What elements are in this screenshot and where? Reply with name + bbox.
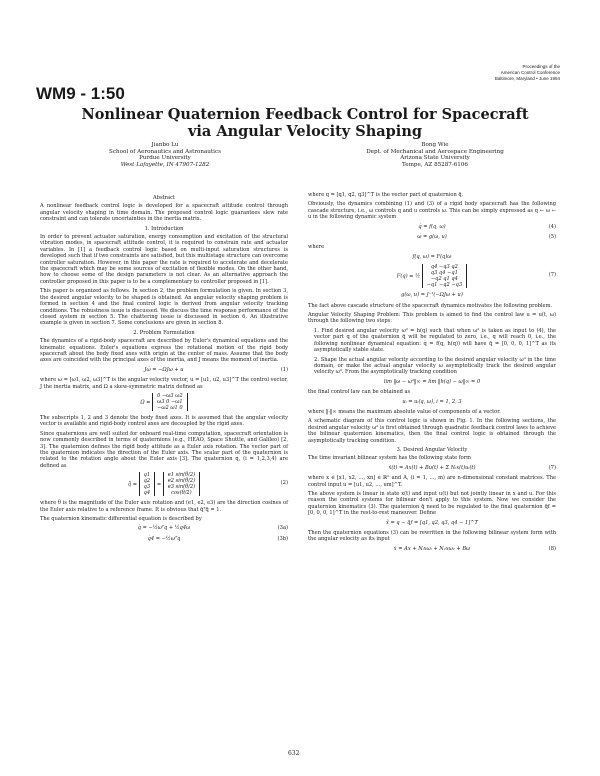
matrix-row: e1 sin(θ/2): [167, 472, 196, 479]
equation-body: g(ω, u) = J⁻¹(−ΩJω + u): [401, 292, 463, 299]
equation: [308, 224, 556, 230]
paragraph: where: [308, 244, 325, 251]
equation-number: (7): [548, 272, 556, 279]
equation-body: ω̇ = g(ω, u): [417, 234, 447, 241]
proceedings-note: [495, 64, 560, 82]
paragraph: where x ∈ [x1, x2, ..., xn] ∈ ℝⁿ and A, (i = 1, ..., m) are n-dimensional constant matrices. The control input u = [u1, u2, ..., um]^T.: [308, 475, 556, 488]
equation-number: (2): [280, 480, 288, 487]
proceedings-line: Baltimore, Maryland • June 1994: [494, 76, 560, 81]
equation: [308, 254, 556, 260]
author-org: Arizona State University: [400, 155, 470, 162]
equation: [308, 546, 556, 552]
matrix: [139, 472, 156, 496]
paragraph: Since quaternions are well suited for onboard real-time computation, spacecraft orientation is now commonly described in terms of quaternions (e.g., HEAO, Space Shuttle, and Galileo) [2, 3]. The quaternion defines the rigid body attitude as a Euler axis rotation. The vector part of the quaternion indicates the direction of the Euler axis. The scalar part of the quaternion is related to the rotation angle about the Euler axis [3]. The quaternion q, (i = 1,2,3,4) are defined as: [40, 430, 288, 469]
equation-body: uᵢ = uᵢ(q, ω), i = 1, 2, 3: [402, 398, 462, 405]
equation-body: Jω̇ = −ΩJω + u: [144, 366, 184, 373]
abstract-text: A nonlinear feedback control logic is developed for a spacecraft attitude control through angular velocity shaping in time domain. The proposed control logic guarantees slew rate constraint and can tolerate uncertainties in the inertia matrix.: [40, 203, 288, 223]
matrix-row: −q2 q1 q4: [430, 276, 458, 283]
equation: [40, 536, 288, 542]
equation: [308, 264, 556, 288]
paragraph: The quaternion kinematic differential equation is described by: [40, 516, 202, 523]
paragraph: where q = [q1, q2, q3]^T is the vector part of quaternion q̄.: [308, 192, 464, 198]
right-column: [308, 192, 556, 556]
author-block-1: [45, 142, 285, 168]
author-dept: School of Aeronautics and Astronautics: [109, 148, 221, 155]
equation: [40, 367, 288, 373]
abstract-heading: Abstract: [153, 195, 175, 201]
paragraph: the final control law can be obtained as: [308, 389, 411, 396]
equation-body: ẋ(t) = Ax(t) + Bu(t) + Σ Nᵢx(t)uᵢ(t): [388, 464, 476, 471]
matrix-row: q4: [143, 490, 151, 497]
equation-body: f(q, ω) = F(q)ω: [412, 253, 452, 260]
matrix: [163, 472, 200, 496]
matrix-row: q1: [143, 472, 151, 479]
page-number: 632: [288, 750, 300, 757]
equation-number: (8): [548, 545, 556, 552]
matrix-row: q3: [143, 484, 151, 491]
equation: [308, 399, 556, 405]
equation-body: q̇ = f(q, ω): [418, 223, 446, 230]
equation-number: (5): [548, 234, 556, 241]
session-code: WM9 - 1:50: [36, 84, 125, 103]
proceedings-line: American Control Conference: [500, 70, 560, 75]
matrix-row: ω3 0 −ω1: [157, 398, 183, 405]
matrix-row: e3 sin(θ/2): [167, 484, 196, 491]
paragraph: Obviously, the dynamics combining (1) and (3) of a rigid body spacecraft has the following cascade structure, i.e., ω controls q and u controls ω. This can be simply expressed as q ← ω ← u in the following dynamic system: [308, 201, 556, 221]
matrix-row: −ω2 ω1 0: [157, 404, 183, 411]
paper-title: Nonlinear Quaternion Feedback Control for Spacecraft via Angular Velocity Shaping: [81, 106, 529, 140]
paragraph: The time invariant bilinear system has the following state form: [308, 455, 472, 462]
equation-number: (4): [548, 223, 556, 230]
equation: [308, 520, 556, 526]
matrix-row: e2 sin(θ/2): [167, 478, 196, 485]
equation-body: q̇4 = −½ωᵀq: [147, 535, 181, 542]
paragraph: This paper is organized as follows. In section 2, the problem formulation is given. In section 3, the desired angular velocity to be shaped is obtained. An angular velocity shaping problem is formed in section 4 and the final control logic is derived from angular velocity tracking conditions. The robustness issue is discussed. We discuss the time response performance of the closed system in section 5. The chattering issue is discussed in section 6. An illustrative example is given in section 7. Some conclusions are given in section 8.: [40, 288, 288, 327]
author-city: Tempe, AZ 85287-6106: [402, 161, 468, 168]
equation-number: (1): [280, 366, 288, 373]
paragraph: The above system is linear in state x(t) and input u(t) but not jointly linear in x and u. For this reason the control systems for bilinear don't apply to this system. Now we consider the quaternion kinematics (3). The quaternion q̄ need to be regulated to the final quaternion q̄f = [0, 0, 0, 1]^T in the rest-to-rest maneuver. Define: [308, 491, 556, 517]
matrix: [422, 264, 468, 288]
equation-number: (3b): [277, 535, 288, 542]
equation-label: q̄ =: [127, 481, 138, 488]
equation-number: (3a): [277, 525, 288, 532]
equation: [40, 393, 288, 411]
paragraph: Angular Velocity Shaping Problem: This problem is aimed to find the control law u = u(t, ω) through the following two steps:: [308, 312, 556, 325]
equation-label: F(q) = ½: [396, 273, 421, 280]
equation-body: ẋ = Ax + Nᵢxωᵢ + N₂xω₂ + Bω: [393, 545, 471, 552]
section-heading: 2. Problem Formulation: [133, 329, 195, 336]
equation: [308, 379, 556, 385]
matrix-row: q2: [143, 478, 151, 485]
author-name: Jianbo Lu: [151, 142, 179, 148]
equation: [40, 525, 288, 531]
paragraph: where ‖·‖∞ means the maximum absolute value of components of a vector.: [308, 408, 501, 415]
equation: q̄ = q1 q2 q3 q4 = e1 sin(θ/2) e2 sin(θ/2) e3 sin(θ/2) cos(θ/2) (2): [127, 472, 288, 497]
proceedings-line: Proceedings of the: [522, 64, 560, 69]
section-heading: 3. Desired Angular Velocity: [396, 446, 468, 453]
author-dept: Dept. of Mechanical and Aerospace Engineering: [366, 148, 504, 155]
equation: [308, 234, 556, 240]
matrix-row: cos(θ/2): [171, 490, 192, 497]
paragraph: The subscripts 1, 2 and 3 denote the body fixed axes. It is assumed that the angular velocity vector is available and rigid-body control axes are decoupled by the rigid axes.: [40, 414, 288, 428]
matrix-row: −q1 −q2 −q3: [426, 282, 463, 289]
equation-body: q̇ = −½ωᵀq + ½q4ω: [137, 525, 191, 532]
matrix-row: 0 −ω3 ω2: [157, 392, 183, 399]
paragraph: The fact above cascade structure of the spacecraft dynamics motivates the following problem.: [308, 302, 553, 309]
matrix-row: q3 q4 −q1: [430, 270, 458, 277]
paragraph: A schematic diagram of this control logic is shown in Fig. 1. In the following sections, the desired angular velocity ωᵈ is first obtained through quadratic feedback control laws to achieve the bilinear quaternion kinematics, then the final control logic is obtained through the asymptotically tracking condition.: [308, 418, 556, 444]
section-heading: 1. Introduction: [144, 225, 184, 232]
equation-body: x̃ = q − q̄f = [q1, q2, q3, q4 − 1]^T: [386, 519, 478, 526]
paragraph: In order to prevent actuator saturation, energy consumption and excitation of the structural vibration modes, in spacecraft attitude control, it is required to constrain rate and actuator variables. In [1] a feedback control logic based on multi-input saturation structures is developed such that if two constraints are satisfied, but this multistage structure can overcome controller saturation. However, in this paper the rate is required to accelerate and decelerate the spacecraft which may be some sources of excitation of flexible modes. On the other hand, how to choose some of the design parameters is not clear. As an alternative approach the controller proposed in this paper is to be a complementary to controller proposed in [1].: [40, 234, 288, 285]
paragraph: where θ is the magnitude of the Euler axis rotation and (e1, e2, e3) are the direction cosines of the Euler axis relative to a reference frame. It is obvious that q̄ᵀq̄ = 1.: [40, 500, 288, 513]
author-name: Bong Wie: [421, 142, 449, 148]
equation-body: lim ‖ω − ωᵈ‖∞ = lim ‖h(q) − ω‖∞ = 0: [383, 378, 481, 385]
author-org: Purdue University: [139, 155, 191, 162]
author-city: West Lafayette, IN 47907-1282: [120, 161, 210, 168]
matrix-row: q4 −q3 q2: [430, 264, 458, 271]
paragraph: where ω = [ω1, ω2, ω3]^T is the angular velocity vector, u = [u1, u2, u3]^T the control vector, J the inertia matrix, and Ω a skew-symmetric matrix defined as: [40, 377, 288, 390]
equation-number: (7): [548, 464, 556, 471]
equation-label: Ω =: [140, 399, 151, 406]
paragraph: The dynamics of a rigid-body spacecraft are described by Euler's dynamical equations and the kinematic equations. Euler's equations express the rotational motion of the rigid body spacecraft about the body fixed axes with origin at the center of mass. Assume that the body axes are coincided with the principal axes of the inertia, and J means the moment of inertia.: [40, 338, 288, 364]
equation: [308, 292, 556, 298]
paragraph: Then the quaternion equations (3) can be rewritten in the following bilinear system form with the angular velocity as its input: [308, 530, 556, 543]
list-item: 2. Shape the actual angular velocity according to the desired angular velocity ωᵈ in the time domain, or make the actual angular velocity ω asymptotically track the desired angular velocity ωᵈ. From the asymptotically tracking condition: [314, 356, 556, 376]
list-item: 1. Find desired angular velocity ωᵈ = h(q) such that when ωᵈ is taken as input to (4), the vector part q of the quaternion q̄ will be regulated to zero, i.e., q will reach 0, i.e., the following nonlinear dynamical equation: q̇ = f(q, h(q)) will have q̄ = [0, 0, 0, 1]^T as its asymptotically stable state.: [314, 327, 556, 354]
equation: [308, 465, 556, 471]
left-column: [40, 192, 288, 546]
author-block-2: [315, 142, 555, 168]
matrix: [152, 393, 188, 411]
